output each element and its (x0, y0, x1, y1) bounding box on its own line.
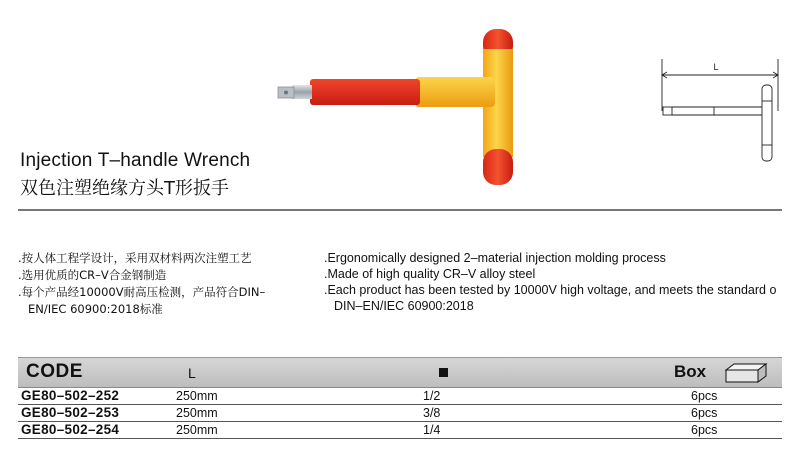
feature-item: DIN–EN/IEC 60900:2018 (334, 299, 474, 313)
table-row (18, 405, 782, 422)
cell-length: 250mm (176, 423, 218, 437)
dimension-label: L (713, 62, 719, 72)
cell-length: 250mm (176, 389, 218, 403)
header-length: L (188, 365, 196, 381)
dimension-drawing (650, 55, 790, 165)
features-list-en (324, 250, 776, 314)
product-image (270, 25, 530, 195)
cell-box: 6pcs (691, 423, 718, 437)
cell-length: 250mm (176, 406, 218, 420)
feature-item: .选用优质的CR–V合金钢制造 (18, 268, 167, 282)
cell-box: 6pcs (691, 406, 718, 420)
feature-item: EN/IEC 60900:2018标准 (28, 302, 163, 316)
cell-code: GE80–502–253 (21, 405, 120, 420)
cell-box: 6pcs (691, 389, 718, 403)
cell-code: GE80–502–254 (21, 422, 120, 437)
box-icon (724, 362, 768, 384)
cell-drive: 1/2 (423, 389, 441, 403)
cell-drive: 3/8 (423, 406, 441, 420)
feature-item: .每个产品经10000V耐高压检测，产品符合DIN– (18, 285, 266, 299)
product-title-cn: 双色注塑绝缘方头T形扳手 (20, 178, 229, 199)
feature-item: .按人体工程学设计，采用双材料两次注塑工艺 (18, 251, 252, 265)
feature-item: .Each product has been tested by 10000V high voltage, and meets the standard o (324, 283, 777, 297)
square-drive-icon (439, 368, 448, 377)
cell-code: GE80–502–252 (21, 388, 120, 403)
product-title-en: Injection T–handle Wrench (20, 150, 251, 171)
header-code: CODE (26, 361, 83, 382)
features-list-cn (18, 250, 265, 318)
table-row (18, 388, 782, 405)
divider (18, 209, 782, 211)
cell-drive: 1/4 (423, 423, 441, 437)
table-row (18, 422, 782, 439)
table-header (18, 357, 782, 388)
header-box: Box (674, 362, 707, 381)
spec-table (18, 357, 782, 439)
feature-item: .Ergonomically designed 2–material injection molding process (324, 251, 666, 265)
feature-item: .Made of high quality CR–V alloy steel (324, 267, 536, 281)
